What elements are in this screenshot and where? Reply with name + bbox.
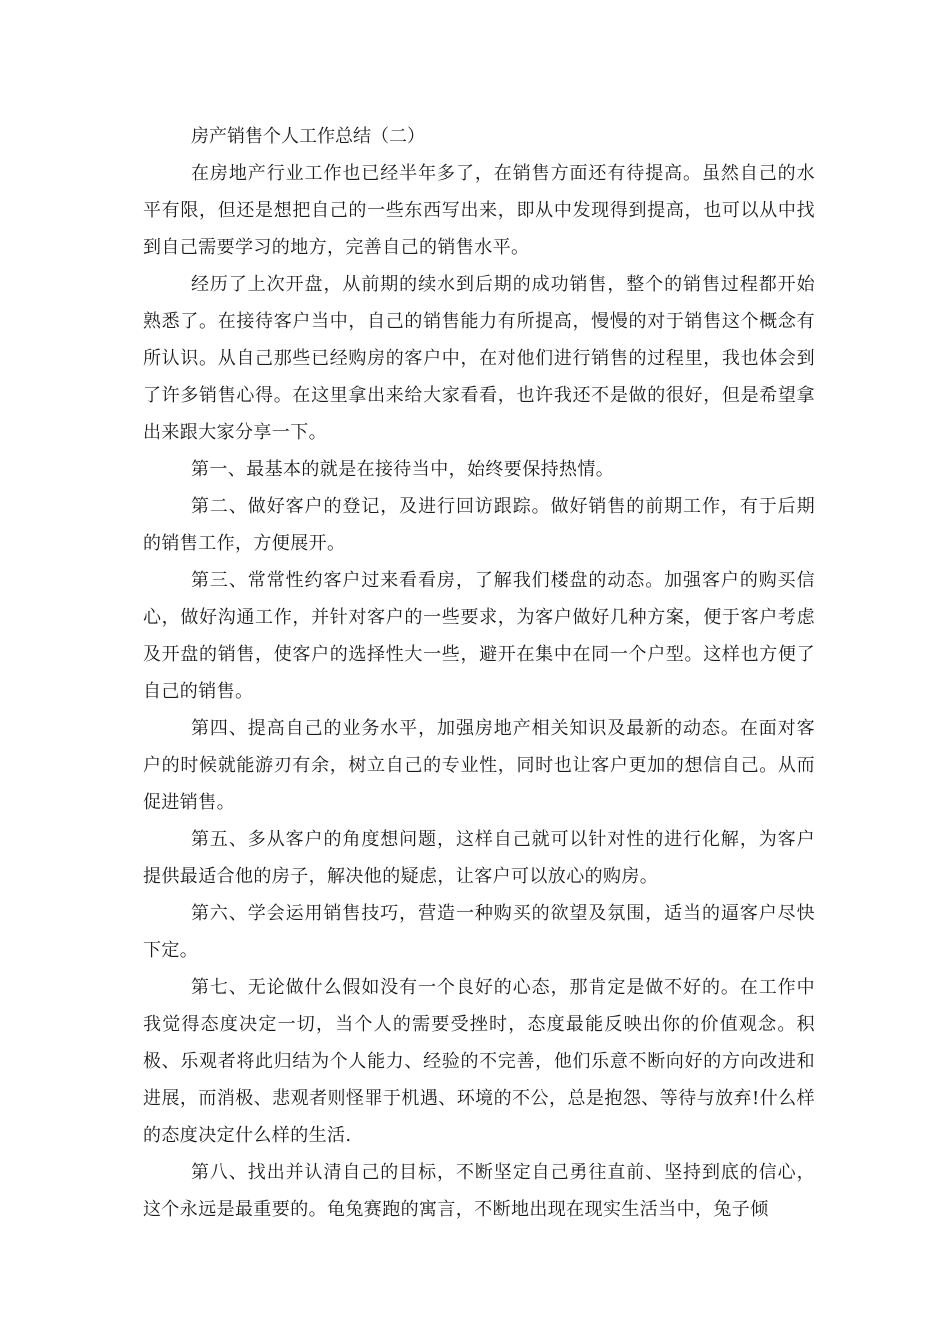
paragraph-point-5: 第五、多从客户的角度想问题，这样自己就可以针对性的进行化解，为客户提供最适合他的房子，解决他的疑虑，让客户可以放心的购房。 (143, 829, 815, 887)
paragraph-point-1: 第一、最基本的就是在接待当中，始终要保持热情。 (191, 459, 615, 480)
paragraph-experience: 经历了上次开盘，从前期的续水到后期的成功销售，整个的销售过程都开始熟悉了。在接待客户当中，自己的销售能力有所提高，慢慢的对于销售这个概念有所认识。从自己那些已经购房的客户中，在对他们进行销售的过程里，我也体会到了许多销售心得。在这里拿出来给大家看看，也许我还不是做的很好，但是希望拿出来跟大家分享一下。 (143, 274, 815, 443)
paragraph-point-6: 第六、学会运用销售技巧，营造一种购买的欲望及氛围，适当的逼客户尽快下定。 (143, 903, 815, 961)
paragraph-point-4: 第四、提高自己的业务水平，加强房地产相关知识及最新的动态。在面对客户的时候就能游刃有余，树立自己的专业性，同时也让客户更加的想信自己。从而促进销售。 (143, 718, 815, 813)
paragraph-point-3: 第三、常常性约客户过来看看房，了解我们楼盘的动态。加强客户的购买信心，做好沟通工作，并针对客户的一些要求，为客户做好几种方案，便于客户考虑及开盘的销售，使客户的选择性大一些，避开在集中在同一个户型。这样也方便了自己的销售。 (143, 570, 815, 702)
document-body (143, 118, 815, 1228)
paragraph-intro: 在房地产行业工作也已经半年多了，在销售方面还有待提高。虽然自己的水平有限，但还是想把自己的一些东西写出来，即从中发现得到提高，也可以从中找到自己需要学习的地方，完善自己的销售水平。 (143, 163, 815, 258)
document-title: 房产销售个人工作总结（二） (191, 126, 425, 147)
paragraph-point-7: 第七、无论做什么假如没有一个良好的心态，那肯定是做不好的。在工作中我觉得态度决定一切，当个人的需要受挫时，态度最能反映出你的价值观念。积极、乐观者将此归结为个人能力、经验的不完善，他们乐意不断向好的方向改进和进展，而消极、悲观者则怪罪于机遇、环境的不公，总是抱怨、等待与放弃!什么样的态度决定什么样的生活. (143, 977, 815, 1146)
paragraph-point-2: 第二、做好客户的登记，及进行回访跟踪。做好销售的前期工作，有于后期的销售工作，方便展开。 (143, 496, 815, 554)
paragraph-point-8: 第八、找出并认清自己的目标，不断坚定自己勇往直前、坚持到底的信心，这个永远是最重要的。龟兔赛跑的寓言，不断地出现在现实生活当中，兔子倾 (143, 1162, 815, 1220)
